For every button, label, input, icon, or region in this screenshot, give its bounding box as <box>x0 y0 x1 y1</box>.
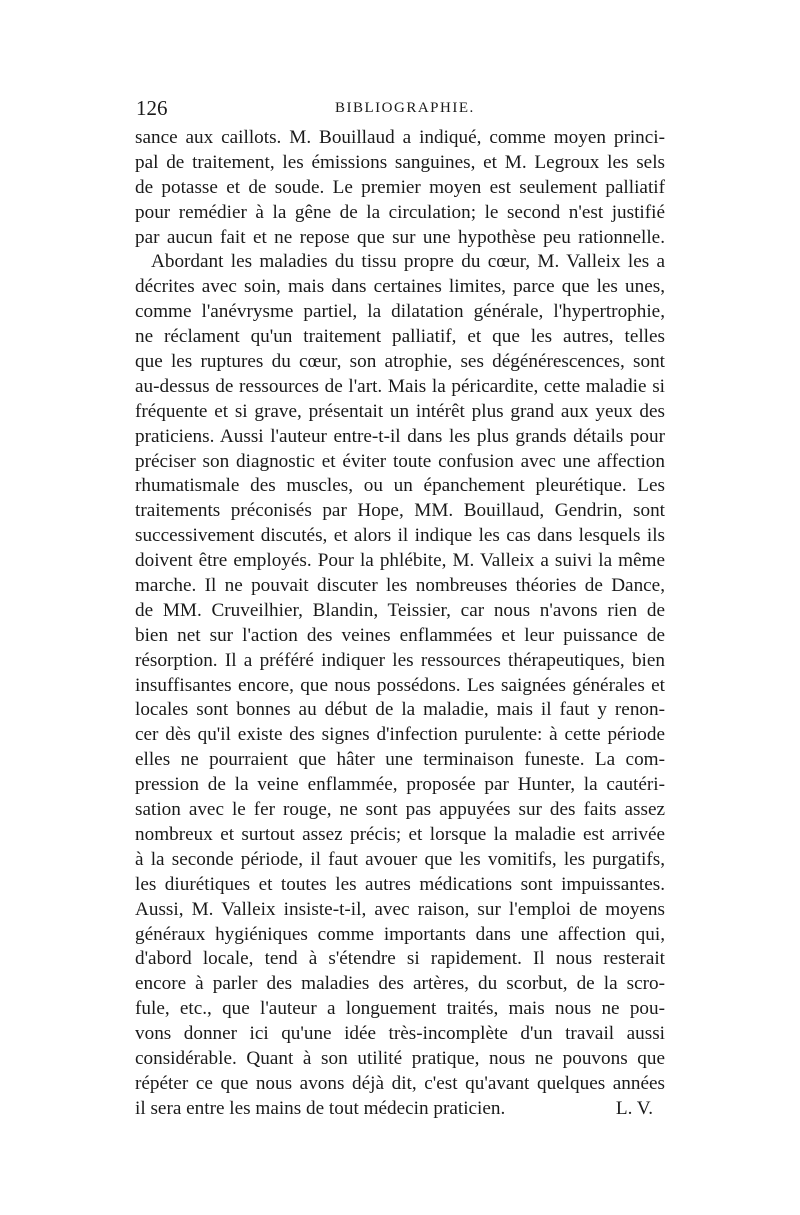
text-line: fule, etc., que l'auteur a longuement traités, mais nous ne pou- <box>135 998 665 1020</box>
text-line: de MM. Cruveilhier, Blandin, Teissier, car nous n'avons rien de <box>135 599 665 621</box>
text-line: vons donner ici qu'une idée très-incomplète d'un travail aussi <box>135 1023 665 1045</box>
text-line: elles ne pourraient que hâter une terminaison funeste. La com- <box>135 749 665 771</box>
text-line: au-dessus de ressources de l'art. Mais la péricardite, cette maladie si <box>135 375 665 397</box>
text-line: fréquente et si grave, présentait un intérêt plus grand aux yeux des <box>135 400 665 422</box>
text-line: bien net sur l'action des veines enflammées et leur puissance de <box>135 624 665 646</box>
page-header <box>135 96 665 126</box>
text-line: pour remédier à la gêne de la circulation; le second n'est justifié <box>135 201 665 223</box>
text-line: cer dès qu'il existe des signes d'infection purulente: à cette période <box>135 724 665 746</box>
text-line: doivent être employés. Pour la phlébite, M. Valleix a suivi la même <box>135 550 665 572</box>
text-line: décrites avec soin, mais dans certaines limites, parce que les unes, <box>135 276 665 298</box>
text-line: à la seconde période, il faut avouer que les vomitifs, les purgatifs, <box>135 848 665 870</box>
page-number: 126 <box>136 96 168 120</box>
text-line: encore à parler des maladies des artères, du scorbut, de la scro- <box>135 973 665 995</box>
text-line: traitements préconisés par Hope, MM. Bouillaud, Gendrin, sont <box>135 500 665 522</box>
text-line: considérable. Quant à son utilité pratique, nous ne pouvons que <box>135 1047 665 1069</box>
text-line: successivement discutés, et alors il indique les cas dans lesquels ils <box>135 525 665 547</box>
text-line <box>135 1097 665 1122</box>
text-line: nombreux et surtout assez précis; et lorsque la maladie est arrivée <box>135 823 665 845</box>
text-line: rhumatismale des muscles, ou un épanchement pleurétique. Les <box>135 475 665 497</box>
text-line: répéter ce que nous avons déjà dit, c'est qu'avant quelques années <box>135 1072 665 1094</box>
text-line: Aussi, M. Valleix insiste-t-il, avec raison, sur l'emploi de moyens <box>135 898 665 920</box>
text-line: sance aux caillots. M. Bouillaud a indiqué, comme moyen princi- <box>135 127 665 148</box>
text-line: pal de traitement, les émissions sanguines, et M. Legroux les sels <box>135 151 665 173</box>
text-line: locales sont bonnes au début de la maladie, mais il faut y renon- <box>135 699 665 721</box>
author-signature: L. V. <box>615 1097 653 1119</box>
text-line: sation avec le fer rouge, ne sont pas appuyées sur des faits assez <box>135 799 665 821</box>
text-line: Abordant les maladies du tissu propre du cœur, M. Valleix les a <box>151 251 665 273</box>
text-line: comme l'anévrysme partiel, la dilatation générale, l'hypertrophie, <box>135 301 665 323</box>
text-line: résorption. Il a préféré indiquer les ressources thérapeutiques, bien <box>135 649 665 671</box>
text-line: insuffisantes encore, que nous possédons. Les saignées générales et <box>135 674 665 696</box>
text-line: par aucun fait et ne repose que sur une hypothèse peu rationnelle. <box>135 226 665 248</box>
review-paragraph <box>135 126 665 1122</box>
text-line: praticiens. Aussi l'auteur entre-t-il dans les plus grands détails pour <box>135 425 665 447</box>
text-line: d'abord locale, tend à s'étendre si rapidement. Il nous resterait <box>135 948 665 970</box>
page <box>135 96 665 1122</box>
text-line: de potasse et de soude. Le premier moyen est seulement palliatif <box>135 176 665 198</box>
text-line: marche. Il ne pouvait discuter les nombreuses théories de Dance, <box>135 575 665 597</box>
text-line: que les ruptures du cœur, son atrophie, ses dégénérescences, sont <box>135 351 665 373</box>
text-line: préciser son diagnostic et éviter toute confusion avec une affection <box>135 450 665 472</box>
text-line: généraux hygiéniques comme importants dans une affection qui, <box>135 923 665 945</box>
text-line: les diurétiques et toutes les autres médications sont impuissantes. <box>135 873 665 895</box>
text-line-content: il sera entre les mains de tout médecin praticien. <box>135 1097 506 1119</box>
text-line: pression de la veine enflammée, proposée par Hunter, la cautéri- <box>135 774 665 796</box>
running-title: BIBLIOGRAPHIE. <box>335 100 475 116</box>
text-line: ne réclament qu'un traitement palliatif, et que les autres, telles <box>135 326 665 348</box>
